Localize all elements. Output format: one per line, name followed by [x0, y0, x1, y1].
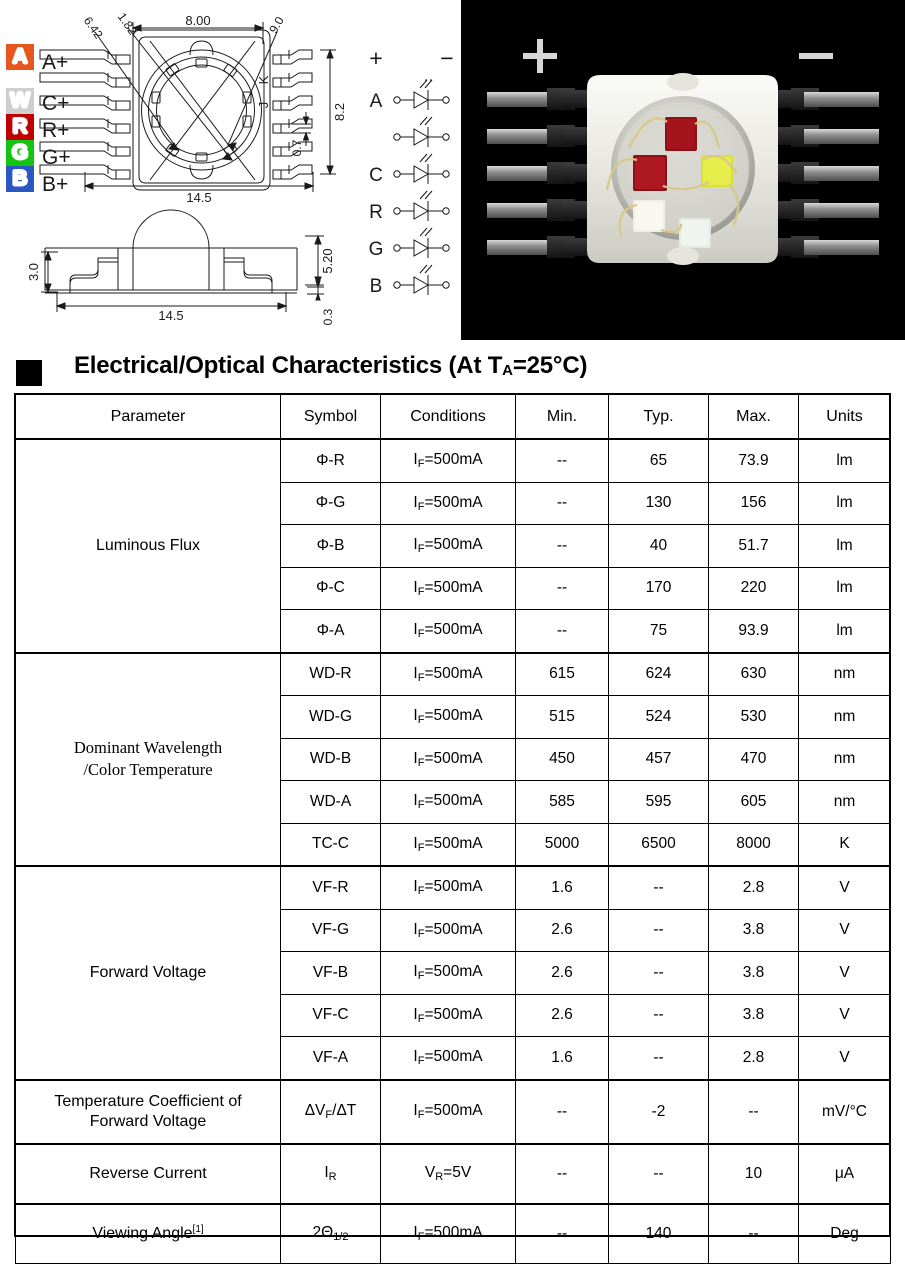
footnote-marker: [1] [192, 1224, 204, 1235]
table-row [16, 1204, 891, 1264]
cell-units: lm [799, 610, 891, 653]
section-bullet-icon [16, 360, 42, 386]
param-line-2: /Color Temperature [83, 760, 213, 780]
pin-label-g: G+ [42, 146, 71, 169]
color-chip-red-letter: R [12, 115, 28, 138]
cell-max: 51.7 [709, 525, 799, 568]
color-chip-white-letter: W [10, 89, 30, 112]
cell-conditions: $I_F=500mA$ [381, 696, 516, 739]
pin-label-c: C+ [42, 92, 70, 115]
cell-units: Deg [799, 1204, 891, 1264]
cell-typ: 457 [609, 738, 709, 781]
cell-min: 450 [516, 738, 609, 781]
cell-units: K [799, 823, 891, 866]
cell-max: 2.8 [709, 866, 799, 909]
cell-typ: 595 [609, 781, 709, 824]
cell-max: -- [709, 1080, 799, 1144]
schematic-plus: + [369, 45, 383, 71]
cell-symbol: WD-A [281, 781, 381, 824]
param-line-2: Forward Voltage [89, 1112, 207, 1130]
cell-units: lm [799, 567, 891, 610]
cell-units: lm [799, 525, 891, 568]
column-header-typ: Typ. [609, 395, 709, 440]
cell-symbol: Φ-R [281, 439, 381, 482]
cell-max: 530 [709, 696, 799, 739]
cell-max: 3.8 [709, 909, 799, 952]
dim-lead-thickness: 0.3 [321, 308, 335, 326]
cell-typ: -- [609, 1144, 709, 1204]
cell-min: 515 [516, 696, 609, 739]
cell-conditions: $I_F=500mA$ [381, 567, 516, 610]
pin-label-b: B+ [42, 173, 69, 196]
color-chip-green [6, 140, 34, 166]
cell-min: 585 [516, 781, 609, 824]
table-row [16, 439, 891, 482]
schematic-row-label-b: B [369, 276, 383, 297]
cell-units: lm [799, 439, 891, 482]
cell-typ: 624 [609, 653, 709, 696]
cell-min: -- [516, 1204, 609, 1264]
column-header-parameter: Parameter [16, 395, 281, 440]
cell-max: 2.8 [709, 1037, 799, 1080]
cell-min: 1.6 [516, 1037, 609, 1080]
column-header-units: Units [799, 395, 891, 440]
cell-typ: 75 [609, 610, 709, 653]
pin-label-r: R+ [42, 119, 70, 142]
color-chip-amber-letter: A [12, 45, 28, 68]
cell-conditions: $I_F=500mA$ [381, 439, 516, 482]
cell-max: 470 [709, 738, 799, 781]
section-title-sub: A [502, 362, 513, 379]
cell-min: 5000 [516, 823, 609, 866]
product-photo [461, 0, 905, 340]
cell-min: -- [516, 610, 609, 653]
param-viewing-angle: Viewing Angle[1] [16, 1204, 281, 1264]
color-chip-amber [6, 44, 34, 70]
cell-conditions: $I_F=500mA$ [381, 653, 516, 696]
mark-j: J [256, 101, 271, 109]
cell-symbol: $\Delta V_F/\Delta T$ [281, 1080, 381, 1144]
table-row [16, 866, 891, 909]
schematic-minus: − [440, 45, 454, 71]
cell-symbol: VF-G [281, 909, 381, 952]
cell-symbol: TC-C [281, 823, 381, 866]
cell-units: μA [799, 1144, 891, 1204]
param-reverse-current: Reverse Current [16, 1144, 281, 1204]
cell-units: V [799, 994, 891, 1037]
cell-units: V [799, 1037, 891, 1080]
table-row [16, 1144, 891, 1204]
column-header-max: Max. [709, 395, 799, 440]
cell-min: 2.6 [516, 994, 609, 1037]
cell-symbol: Φ-G [281, 482, 381, 525]
cell-conditions: $I_F=500mA$ [381, 1204, 516, 1264]
color-chip-white [6, 88, 34, 114]
section-title-prefix: Electrical/Optical Characteristics (At T [74, 352, 503, 379]
cell-typ: 130 [609, 482, 709, 525]
column-header-min: Min. [516, 395, 609, 440]
cell-conditions: $I_F=500mA$ [381, 1080, 516, 1144]
cell-conditions: $V_R=5V$ [381, 1144, 516, 1204]
param-line-1: Dominant Wavelength [73, 738, 223, 758]
cell-symbol: WD-B [281, 738, 381, 781]
dim-total-height: 5.20 [320, 248, 335, 274]
cell-typ: -- [609, 866, 709, 909]
specifications-table [15, 394, 891, 1264]
cell-units: nm [799, 696, 891, 739]
cell-conditions: $I_F=500mA$ [381, 525, 516, 568]
cell-symbol: Φ-C [281, 567, 381, 610]
cell-conditions: $I_F=500mA$ [381, 781, 516, 824]
cell-min: -- [516, 482, 609, 525]
cell-typ: 40 [609, 525, 709, 568]
dim-side-width: 14.5 [158, 308, 184, 323]
cell-typ: -- [609, 1037, 709, 1080]
param-forward-voltage: Forward Voltage [16, 866, 281, 1080]
cell-units: V [799, 866, 891, 909]
cell-symbol: VF-A [281, 1037, 381, 1080]
cell-min: -- [516, 1144, 609, 1204]
cell-conditions: $I_F=500mA$ [381, 1037, 516, 1080]
cell-max: 630 [709, 653, 799, 696]
dim-lead-angle-c: 9.0 [266, 14, 287, 36]
cell-units: mV/°C [799, 1080, 891, 1144]
cell-units: nm [799, 738, 891, 781]
color-chip-blue [6, 166, 34, 192]
param-dominant-wavelength [16, 653, 281, 867]
cell-conditions: $I_F=500mA$ [381, 610, 516, 653]
cell-min: -- [516, 567, 609, 610]
cell-max: 3.8 [709, 994, 799, 1037]
cell-min: 2.6 [516, 909, 609, 952]
cell-conditions: $I_F=500mA$ [381, 909, 516, 952]
cell-min: 615 [516, 653, 609, 696]
cell-min: 2.6 [516, 952, 609, 995]
cell-conditions: $I_F=500mA$ [381, 823, 516, 866]
page-title [74, 352, 587, 380]
cell-max: 10 [709, 1144, 799, 1204]
cell-units: nm [799, 653, 891, 696]
mark-k: K [256, 75, 271, 85]
cell-max: 8000 [709, 823, 799, 866]
cell-units: lm [799, 482, 891, 525]
cell-conditions: $I_F=500mA$ [381, 482, 516, 525]
dim-lead-angle-a: 6.42 [80, 14, 106, 42]
mechanical-drawing [0, 0, 461, 340]
cell-typ: -- [609, 952, 709, 995]
cell-symbol: Φ-A [281, 610, 381, 653]
cell-min: -- [516, 525, 609, 568]
cell-typ: 6500 [609, 823, 709, 866]
cell-min: -- [516, 439, 609, 482]
color-chip-green-letter: G [11, 141, 29, 164]
cell-max: -- [709, 1204, 799, 1264]
cell-units: nm [799, 781, 891, 824]
schematic-row-label-c: C [369, 165, 383, 186]
table-row [16, 1080, 891, 1144]
drawing-svg [0, 0, 461, 340]
section-title-suffix: =25°C) [512, 352, 588, 379]
schematic-row-label-g: G [368, 239, 384, 260]
cell-typ: 140 [609, 1204, 709, 1264]
param-luminous-flux: Luminous Flux [16, 439, 281, 653]
cell-symbol: VF-C [281, 994, 381, 1037]
cell-symbol: $I_R$ [281, 1144, 381, 1204]
param-line-1: Temperature Coefficient of [54, 1092, 242, 1110]
column-header-symbol: Symbol [281, 395, 381, 440]
cell-max: 156 [709, 482, 799, 525]
cell-symbol: Φ-B [281, 525, 381, 568]
color-chip-red [6, 114, 34, 140]
cell-typ: 170 [609, 567, 709, 610]
cell-units: V [799, 909, 891, 952]
cell-typ: -2 [609, 1080, 709, 1144]
cell-min: 1.6 [516, 866, 609, 909]
cell-min: -- [516, 1080, 609, 1144]
dim-lead-pitch: 0.7 [290, 139, 304, 157]
column-header-conditions: Conditions [381, 395, 516, 440]
cell-typ: 524 [609, 696, 709, 739]
cell-max: 220 [709, 567, 799, 610]
param-temp-coefficient [16, 1080, 281, 1144]
cell-conditions: $I_F=500mA$ [381, 994, 516, 1037]
dim-body-height: 3.0 [26, 262, 41, 282]
schematic-row-label-r: R [369, 202, 383, 223]
schematic-row-label-a: A [369, 91, 383, 112]
cell-symbol: VF-R [281, 866, 381, 909]
cell-conditions: $I_F=500mA$ [381, 738, 516, 781]
figure-row [0, 0, 905, 340]
cell-units: V [799, 952, 891, 995]
product-photo-svg [461, 0, 905, 340]
cell-max: 3.8 [709, 952, 799, 995]
cell-typ: -- [609, 909, 709, 952]
cell-symbol: $2\Theta_{1/2}$ [281, 1204, 381, 1264]
cell-max: 93.9 [709, 610, 799, 653]
color-chip-blue-letter: B [12, 167, 28, 190]
cell-typ: -- [609, 994, 709, 1037]
cell-typ: 65 [609, 439, 709, 482]
cell-symbol: WD-G [281, 696, 381, 739]
pin-label-a: A+ [42, 51, 69, 74]
table-header-row [16, 395, 891, 440]
dim-overall-height: 8.2 [332, 102, 347, 122]
cell-conditions: $I_F=500mA$ [381, 866, 516, 909]
section-heading [0, 352, 905, 392]
cell-symbol: WD-R [281, 653, 381, 696]
dim-lead-angle-b: 1.82 [114, 10, 140, 38]
cell-max: 605 [709, 781, 799, 824]
table-row [16, 653, 891, 696]
dim-top-width: 8.00 [185, 13, 211, 28]
cell-conditions: $I_F=500mA$ [381, 952, 516, 995]
cell-max: 73.9 [709, 439, 799, 482]
cell-symbol: VF-B [281, 952, 381, 995]
dim-overall-width: 14.5 [186, 190, 212, 205]
